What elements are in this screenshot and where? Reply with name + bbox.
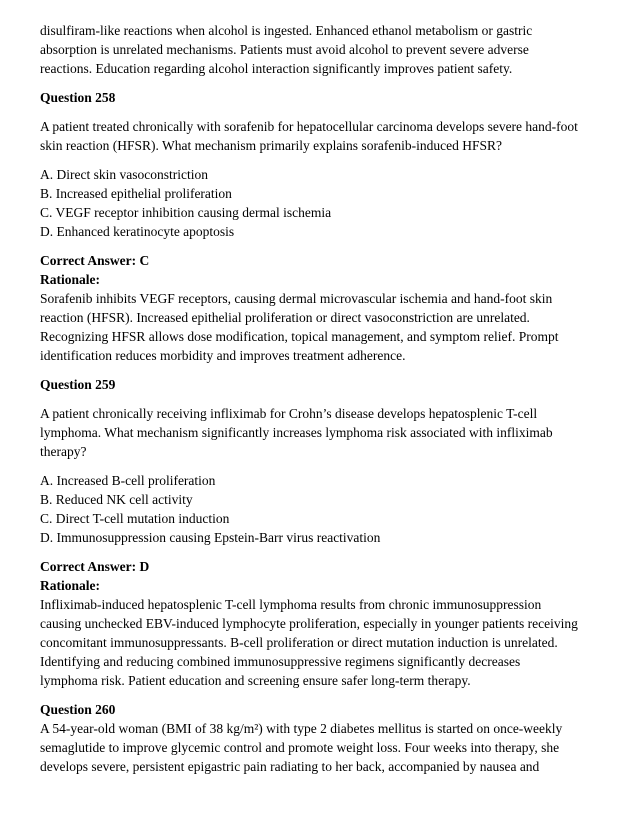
question-258-heading: Question 258 — [40, 90, 116, 105]
correct-answer-label: Correct Answer: D — [40, 559, 150, 574]
rationale-label: Rationale: — [40, 578, 100, 593]
question-259-heading: Question 259 — [40, 377, 116, 392]
question-260-stem: A 54-year-old woman (BMI of 38 kg/m²) with type 2 diabetes mellitus is started on once-weekly semaglutide to improve glycemic control and promote weight loss. Four weeks into therapy, she develops severe, persistent epigastric pain radiating to her back, accompanied by nausea and — [40, 721, 563, 774]
option-line: C. Direct T-cell mutation induction — [40, 511, 230, 526]
option-line: B. Increased epithelial proliferation — [40, 186, 232, 201]
question-258-answer-block — [40, 251, 580, 365]
question-259-options — [40, 471, 580, 547]
rationale-text: Infliximab-induced hepatosplenic T-cell lymphoma results from chronic immunosuppression causing unchecked EBV-induced lymphocyte proliferation, especially in younger patients receiving concomitant immunosuppressants. B-cell proliferation or direct mutation induction is unrelated. Identifying and reducing combined immunosuppressive regimens significantly decreases lymphoma risk. Patient education and screening ensure safer long-term therapy. — [40, 597, 578, 688]
option-line: D. Enhanced keratinocyte apoptosis — [40, 224, 235, 239]
rationale-label: Rationale: — [40, 272, 100, 287]
intro-paragraph: disulfiram-like reactions when alcohol is ingested. Enhanced ethanol metabolism or gastric absorption is unrelated mechanisms. Patients must avoid alcohol to prevent severe adverse reactions. Education regarding alcohol interaction significantly improves patient safety. — [40, 23, 533, 76]
question-260-heading: Question 260 — [40, 702, 116, 717]
option-line: A. Direct skin vasoconstriction — [40, 167, 208, 182]
question-259-stem: A patient chronically receiving infliximab for Crohn’s disease develops hepatosplenic T-cell lymphoma. What mechanism significantly increases lymphoma risk associated with infliximab therapy? — [40, 406, 553, 459]
question-258-stem: A patient treated chronically with sorafenib for hepatocellular carcinoma develops severe hand-foot skin reaction (HFSR). What mechanism primarily explains sorafenib-induced HFSR? — [40, 119, 578, 153]
option-line: D. Immunosuppression causing Epstein-Barr virus reactivation — [40, 530, 381, 545]
question-258-options — [40, 165, 580, 241]
option-line: C. VEGF receptor inhibition causing dermal ischemia — [40, 205, 332, 220]
option-line: A. Increased B-cell proliferation — [40, 473, 216, 488]
rationale-text: Sorafenib inhibits VEGF receptors, causing dermal microvascular ischemia and hand-foot skin reaction (HFSR). Increased epithelial proliferation or direct vasoconstriction are unrelated. Recognizing HFSR allows dose modification, topical management, and symptom relief. Prompt identification reduces morbidity and improves treatment adherence. — [40, 291, 559, 363]
correct-answer-label: Correct Answer: C — [40, 253, 150, 268]
option-line: B. Reduced NK cell activity — [40, 492, 193, 507]
question-259-answer-block — [40, 557, 580, 690]
